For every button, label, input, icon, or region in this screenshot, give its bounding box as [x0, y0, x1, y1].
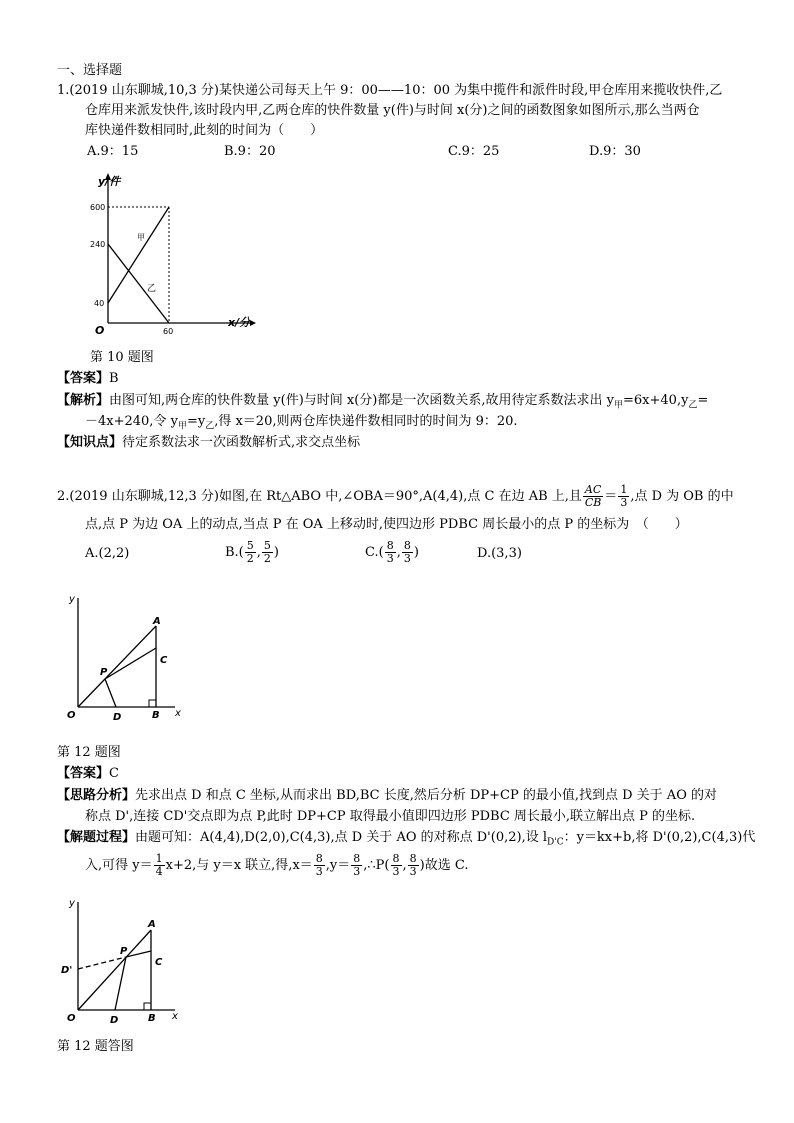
- frac: [402, 540, 413, 565]
- solution-text: ,: [402, 858, 407, 873]
- fraction-one-third: [618, 484, 629, 509]
- frac-den: 3: [315, 865, 323, 878]
- q2-option-b: [225, 540, 279, 565]
- q2-answer: [57, 765, 119, 782]
- q1-stem-line1: 1.(2019 山东聊城,10,3 分)某快递公司每天上午 9：00——10：00 为集中揽件和派件时段,甲仓库用来揽收快件,乙: [57, 83, 723, 98]
- sub-dc: D'C: [547, 837, 564, 848]
- label-c: C: [155, 957, 163, 968]
- segment-oa: [78, 626, 156, 707]
- opt-text: C.(: [365, 545, 384, 560]
- solution-text: )故选 C.: [419, 858, 469, 873]
- q1-answer: [57, 370, 119, 387]
- label-p: P: [100, 667, 108, 678]
- right-angle-mark: [149, 700, 156, 707]
- q2-option-a: A.(2,2): [85, 546, 130, 561]
- answer-value: C: [109, 766, 119, 781]
- frac: [314, 853, 325, 878]
- q2-answer-figure: [60, 896, 190, 1028]
- frac-den: CB: [584, 496, 602, 509]
- label-b: B: [152, 710, 160, 721]
- segment-pd: [115, 957, 126, 1010]
- frac-den: 3: [386, 552, 394, 565]
- frac-num: 1: [620, 483, 628, 496]
- label-y: y: [69, 898, 75, 909]
- label-b: B: [148, 1013, 156, 1024]
- x-axis-arrow: [250, 320, 256, 326]
- frac-den: 4: [155, 865, 163, 878]
- frac-den: 3: [392, 865, 400, 878]
- frac: [391, 853, 402, 878]
- frac: [408, 853, 419, 878]
- q2-solution-line1: [57, 829, 755, 852]
- label-jia: 甲: [137, 233, 145, 242]
- q2-stem-line2: 点,点 P 为边 OA 上的动点,当点 P 在 OA 上移动时,使四边形 PDBC 周长最小的点 P 的坐标为 （ ）: [85, 517, 688, 532]
- q2-option-d: D.(3,3): [477, 546, 522, 561]
- solution-text: x+2,与 y＝x 联立,得,x＝: [165, 858, 313, 873]
- frac-den: 3: [620, 496, 628, 509]
- frac-num: 8: [315, 852, 323, 865]
- thinking-tag: 【思路分析】: [57, 788, 136, 803]
- stem-text: ,点 D 为 OB 的中: [630, 489, 734, 504]
- frac: [262, 540, 273, 565]
- solution-text: ,y＝: [325, 858, 351, 873]
- frac-num: 1: [155, 852, 163, 865]
- answer-tag: 【答案】: [57, 766, 110, 781]
- solution-text: 由题可知：A(4,4),D(2,0),C(4,3),点 D 关于 AO 的对称点 D'(0,2),设 l: [135, 830, 547, 845]
- q1-function-graph: [85, 168, 260, 340]
- segment-oa: [78, 930, 151, 1010]
- label-x: x: [175, 708, 181, 719]
- q1-analysis-line1: [57, 392, 708, 415]
- opt-text: ): [413, 545, 419, 560]
- frac-den: 3: [353, 865, 361, 878]
- y-tick-40: 40: [94, 299, 105, 308]
- label-d: D: [113, 712, 122, 723]
- y-tick-600: 600: [90, 203, 106, 212]
- q2-figure: [60, 590, 190, 725]
- label-x: x: [172, 1011, 178, 1022]
- label-a: A: [148, 919, 156, 930]
- q2-solution-line2: [85, 853, 468, 878]
- label-d: D: [110, 1015, 119, 1026]
- solution-text: ：y＝kx+b,将 D'(0,2),C(4,3)代: [563, 830, 756, 845]
- stem-text: ＝: [604, 489, 618, 504]
- sub-yi: 乙: [688, 400, 698, 411]
- analysis-text: 由图可知,两仓库的快件数量 y(件)与时间 x(分)都是一次函数关系,故用待定系数法求出 y: [109, 393, 614, 408]
- origin-label: O: [95, 324, 105, 337]
- q1-option-c: C.9：25: [448, 144, 500, 159]
- knowledge-text: 待定系数法求一次函数解析式,求交点坐标: [122, 435, 361, 450]
- label-yi: 乙: [147, 284, 157, 294]
- sub-jia: 甲: [614, 400, 624, 411]
- answer-value: B: [109, 371, 119, 386]
- label-d-prime: D': [61, 965, 73, 976]
- q2-figure-caption: 第 12 题图: [57, 745, 121, 760]
- opt-text: ): [273, 545, 279, 560]
- frac-num: 8: [392, 852, 400, 865]
- fraction-ac-cb: [583, 484, 603, 509]
- q1-figure-caption: 第 10 题图: [90, 350, 154, 365]
- x-axis-label: x/分: [228, 316, 251, 329]
- right-angle-mark: [144, 1003, 151, 1010]
- label-o: O: [67, 1013, 76, 1024]
- segment-dprime-p-dashed: [78, 957, 126, 969]
- knowledge-tag: 【知识点】: [57, 435, 123, 450]
- thinking-text: 先求出点 D 和点 C 坐标,从而求出 BD,BC 长度,然后分析 DP+CP 的最小值,找到点 D 关于 AO 的对: [135, 788, 717, 803]
- sub-yi: 乙: [205, 421, 215, 432]
- x-tick-60: 60: [163, 327, 174, 336]
- frac-num: AC: [584, 483, 602, 496]
- analysis-tag: 【解析】: [57, 393, 110, 408]
- frac-num: 5: [263, 539, 271, 552]
- q1-analysis-line2: [85, 413, 518, 436]
- frac: [351, 853, 362, 878]
- analysis-text: －4x+240,令 y: [85, 414, 178, 429]
- q1-stem-line2: 仓库用来派发快件,该时段内甲,乙两仓库的快件数量 y(件)与时间 x(分)之间的函数图象如图所示,那么当两仓: [85, 103, 700, 118]
- label-a: A: [153, 616, 161, 627]
- frac-den: 2: [263, 552, 271, 565]
- q2-thinking-line2: 称点 D',连接 CD'交点即为点 P,此时 DP+CP 取得最小值即四边形 PDBC 周长最小,联立解出点 P 的坐标.: [85, 809, 696, 824]
- q1-option-d: D.9：30: [589, 144, 641, 159]
- frac-num: 8: [403, 539, 411, 552]
- q1-option-b: B.9：20: [224, 144, 276, 159]
- solution-text: 入,可得 y＝: [85, 858, 153, 873]
- opt-text: ,: [396, 545, 401, 560]
- frac-num: 8: [386, 539, 394, 552]
- frac: [385, 540, 396, 565]
- y-axis-label: y/件: [98, 175, 121, 188]
- stem-text: 2.(2019 山东聊城,12,3 分)如图,在 Rt△ABO 中,∠OBA＝90°,A(4,4),点 C 在边 AB 上,且: [57, 489, 582, 504]
- sub-jia: 甲: [177, 421, 187, 432]
- frac-den: 3: [403, 552, 411, 565]
- opt-text: B.(: [225, 545, 244, 560]
- frac-den: 3: [409, 865, 417, 878]
- frac: [245, 540, 256, 565]
- analysis-text: =6x+40,y: [623, 393, 689, 408]
- q2-option-c: [365, 540, 419, 565]
- segment-pd: [105, 679, 116, 707]
- q2-answer-figure-caption: 第 12 题答图: [57, 1039, 134, 1054]
- label-y: y: [69, 594, 75, 605]
- q2-thinking-line1: [57, 787, 717, 804]
- q2-stem-line1: [57, 484, 734, 509]
- y-tick-240: 240: [90, 240, 106, 249]
- frac: [154, 853, 165, 878]
- solution-tag: 【解题过程】: [57, 830, 136, 845]
- frac-num: 8: [409, 852, 417, 865]
- label-c: C: [160, 655, 168, 666]
- frac-den: 2: [246, 552, 254, 565]
- analysis-text: =: [697, 393, 709, 408]
- analysis-text: =y: [186, 414, 206, 429]
- label-p: P: [120, 946, 128, 957]
- answer-tag: 【答案】: [57, 371, 110, 386]
- frac-num: 8: [353, 852, 361, 865]
- solution-text: ,∴P(: [363, 858, 390, 873]
- label-o: O: [67, 710, 76, 721]
- opt-text: ,: [256, 545, 261, 560]
- analysis-text: ,得 x＝20,则两仓库快递件数相同时的时间为 9：20.: [214, 414, 518, 429]
- q1-knowledge: [57, 434, 360, 451]
- q1-stem-line3: 库快递件数相同时,此刻的时间为（ ）: [85, 123, 324, 138]
- q1-option-a: A.9：15: [87, 144, 139, 159]
- frac-num: 5: [246, 539, 254, 552]
- section-title: 一、选择题: [57, 63, 123, 78]
